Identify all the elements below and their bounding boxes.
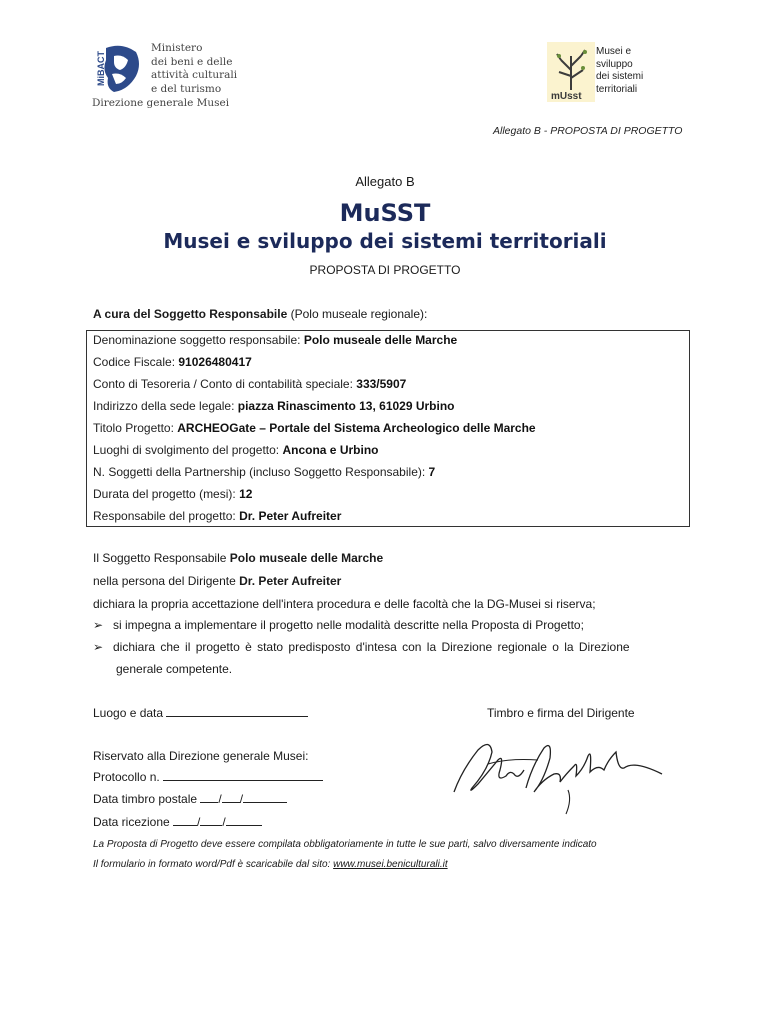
info-row-denominazione: Denominazione soggetto responsabile: Polo museale delle Marche [93,333,458,347]
info-row-titolo: Titolo Progetto: ARCHEOGate – Portale del Sistema Archeologico delle Marche [93,421,536,435]
decl-dirigente: nella persona del Dirigente Dr. Peter Aufreiter [93,574,342,588]
musst-logo [547,42,595,102]
decl-soggetto: Il Soggetto Responsabile Polo museale delle Marche [93,551,384,565]
proposta-subtitle: PROPOSTA DI PROGETTO [309,263,461,277]
luogo-data-field: Luogo e data [93,706,308,720]
acura-line: A cura del Soggetto Responsabile (Polo museale regionale): [93,307,428,321]
protocollo-line [163,770,323,781]
arrow-bullet-icon: ➢ [93,640,104,654]
decl-bullet-intesa: ➢ dichiara che il progetto è stato predisposto d'intesa con la Direzione regionale o la Direzione [93,640,630,654]
header-allegato-label: Allegato B - PROPOSTA DI PROGETTO [493,125,683,137]
info-box [86,330,690,527]
svg-text:MiBACT: MiBACT [96,51,106,86]
decl-bullet-intesa-cont: generale competente. [116,662,233,676]
luogo-data-line [166,706,308,717]
footnote-obbligatoria: La Proposta di Progetto deve essere compilata obbligatoriamente in tutte le sue parti, salvo diversamente indicato [93,839,597,850]
protocollo-field: Protocollo n. [93,770,323,784]
info-row-durata: Durata del progetto (mesi): 12 [93,487,253,501]
timbro-firma-label: Timbro e firma del Dirigente [487,706,635,720]
allegato-title: Allegato B [355,174,415,189]
info-row-luoghi: Luoghi di svolgimento del progetto: Ancona e Urbino [93,443,379,457]
decl-accettazione: dichiara la propria accettazione dell'intera procedura e delle facoltà che la DG-Musei si riserva; [93,597,596,611]
musei-website-link[interactable]: www.musei.beniculturali.it [333,859,448,870]
timbro-postale-field: Data timbro postale / / [93,792,287,806]
direzione-generale: Direzione generale Musei [92,97,230,109]
ministero-name: Ministero dei beni e delle attività culturali e del turismo [151,42,238,95]
decl-bullet-impegna: ➢ si impegna a implementare il progetto nelle modalità descritte nella Proposta di Progetto; [93,618,584,632]
full-title: Musei e sviluppo dei sistemi territoriali [163,229,607,253]
info-row-codice-fiscale: Codice Fiscale: 91026480417 [93,355,252,369]
info-row-responsabile: Responsabile del progetto: Dr. Peter Aufreiter [93,509,342,523]
info-row-conto: Conto di Tesoreria / Conto di contabilità speciale: 333/5907 [93,377,407,391]
riservato-label: Riservato alla Direzione generale Musei: [93,749,309,763]
info-row-indirizzo: Indirizzo della sede legale: piazza Rinascimento 13, 61029 Urbino [93,399,455,413]
musst-title: MuSST [339,199,431,227]
signature-image [448,730,678,820]
musst-name: Musei e sviluppo dei sistemi territoriali [596,46,644,95]
footnote-formulario: Il formulario in formato word/Pdf è scaricabile dal sito: www.musei.beniculturali.it [93,859,448,870]
arrow-bullet-icon: ➢ [93,618,104,632]
info-row-partnership: N. Soggetti della Partnership (incluso Soggetto Responsabile): 7 [93,465,436,479]
svg-text:mUsst: mUsst [551,91,582,102]
ministero-logo [92,42,144,96]
ricezione-field: Data ricezione / / [93,815,262,829]
